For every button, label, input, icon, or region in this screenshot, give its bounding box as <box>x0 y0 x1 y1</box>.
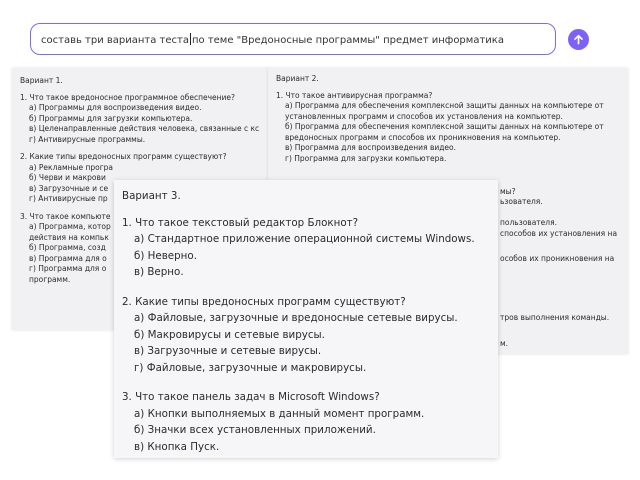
answer-option: б) Черви и макрови <box>29 173 106 182</box>
question <box>122 389 498 455</box>
partial-text: способов их установления на <box>500 229 618 238</box>
arrow-up-icon <box>573 34 584 45</box>
text-caret <box>190 33 191 45</box>
answer-option-continued: программ. <box>29 274 71 284</box>
answer-option: в) Кнопка Пуск. <box>134 440 220 453</box>
answer-option: б) Программа, созд <box>29 243 106 252</box>
question-text: 1. Что такое вредоносное программное обеспечение? <box>20 92 236 102</box>
question <box>122 294 498 377</box>
answer-option: б) Значки всех установленных приложений. <box>134 424 376 436</box>
answer-option: б) Программа для обеспечения комплексной защиты данных на компьютере от вредоносных программ и способов их проникновения на компьютер. <box>285 122 604 142</box>
answer-option: в) Верно. <box>134 266 184 278</box>
answer-option: б) Макровирусы и сетевые вирусы. <box>134 328 325 341</box>
partial-text: особов их проникновения на <box>500 254 615 263</box>
answer-option: а) Рекламные програ <box>29 162 113 172</box>
question-text: 2. Какие типы вредоносных программ существуют? <box>20 152 227 161</box>
answer-option: а) Кнопки выполняемых в данный момент программ. <box>134 407 425 420</box>
answer-option-continued: действия на компьк <box>29 232 109 242</box>
partial-text: м. <box>500 339 509 348</box>
answer-option: г) Программа для о <box>29 264 107 273</box>
prompt-input[interactable] <box>30 23 556 55</box>
answer-option: в) Программа для воспроизведения видео. <box>285 143 457 152</box>
partial-text: тров выполнения команды. <box>500 313 610 322</box>
answer-option: г) Антивирусные пр <box>29 194 108 203</box>
prompt-text-after-caret: по теме "Вредоносные программы" предмет информатика <box>191 35 504 46</box>
variant-1-title: Вариант 1. <box>20 76 63 85</box>
question <box>122 215 498 281</box>
answer-option: в) Программа для о <box>29 253 107 263</box>
question-text: 3. Что такое панель задач в Microsoft Windows? <box>122 391 380 403</box>
answer-option: в) Загрузочные и сетевые вирусы. <box>134 345 322 357</box>
answer-option: а) Файловые, загрузочные и вредоносные сетевые вирусы. <box>134 312 458 324</box>
variant-3-title: Вариант 3. <box>122 190 181 202</box>
variant-3-card <box>114 180 498 458</box>
partial-text: пользователя. <box>500 218 557 227</box>
prompt-text-before-caret: составь три варианта теста <box>41 35 189 46</box>
answer-option: а) Стандартное приложение операционной системы Windows. <box>134 233 475 245</box>
question-text: 3. Что такое компьюте <box>20 211 111 221</box>
answer-option: а) Программы для воспроизведения видео. <box>29 103 202 112</box>
question-text: 1. Что такое текстовый редактор Блокнот? <box>122 216 359 229</box>
partial-text: ьзователя. <box>500 197 543 206</box>
question <box>276 91 628 165</box>
send-button[interactable] <box>568 29 589 50</box>
answer-option: б) Программы для загрузки компьютера. <box>29 113 193 123</box>
question-text: 2. Какие типы вредоносных программ существуют? <box>122 295 406 308</box>
partial-text: мы? <box>500 187 516 196</box>
prompt-text[interactable] <box>41 33 504 46</box>
variant-2-title: Вариант 2. <box>276 74 319 83</box>
answer-option: а) Программа, котор <box>29 222 111 231</box>
question-text: 1. Что такое антивирусная программа? <box>276 90 433 100</box>
question <box>20 93 270 146</box>
answer-option: в) Загрузочные и се <box>29 183 109 193</box>
answer-option: в) Целенаправленные действия человека, связанные с кс <box>29 124 260 133</box>
answer-option: а) Программа для обеспечения комплексной защиты данных на компьютере от установленных программ и способов их установления на компьютер. <box>285 101 604 121</box>
answer-option: б) Неверно. <box>134 249 197 262</box>
answer-option: г) Антивирусные программы. <box>29 134 146 144</box>
answer-option: г) Файловые, загрузочные и макровирусы. <box>134 361 367 374</box>
answer-option: г) Программа для загрузки компьютера. <box>285 153 447 163</box>
